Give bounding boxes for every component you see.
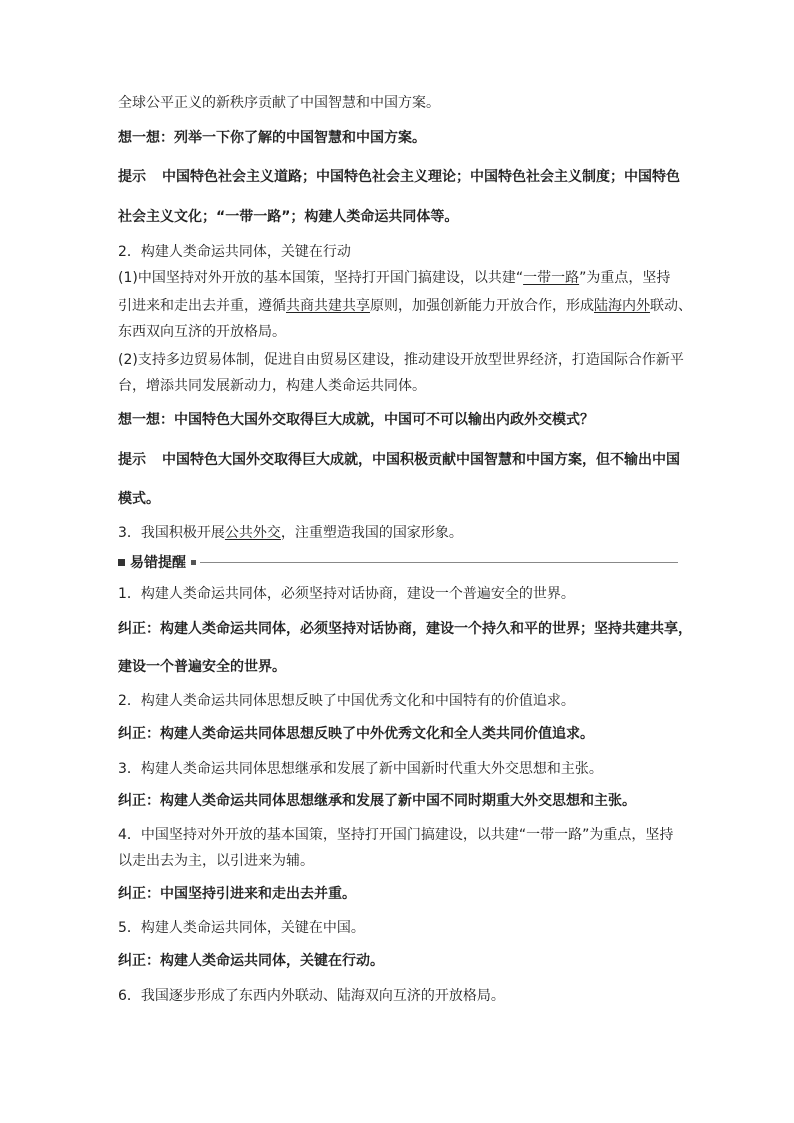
text-span: ”为重点，坚持 <box>579 270 671 286</box>
hint-line-2: 社会主义文化；“一带一路”；构建人类命运共同体等。 <box>118 209 459 225</box>
hint-line-4: 模式。 <box>118 491 160 507</box>
paragraph-line: (2)支持多边贸易体制，促进自由贸易区建设，推动建设开放型世界经济，打造国际合作新平 <box>118 352 684 368</box>
correction-5: 纠正：构建人类命运共同体，关键在行动。 <box>118 953 384 969</box>
think-question-1: 想一想：列举一下你了解的中国智慧和中国方案。 <box>118 130 426 146</box>
correction-1-cont: 建设一个普遍安全的世界。 <box>118 659 286 675</box>
paragraph-line: 台，增添共同发展新动力，构建人类命运共同体。 <box>118 378 426 394</box>
text-span: ，注重塑造我国的国家形象。 <box>280 525 463 541</box>
hint-label: 提示 <box>118 452 146 468</box>
point-heading-2: 2．构建人类命运共同体，关键在行动 <box>118 244 351 260</box>
section-title: 易错提醒 <box>130 555 186 571</box>
underlined-term: 公共外交 <box>224 525 281 541</box>
hint-text: 中国特色社会主义道路；中国特色社会主义理论；中国特色社会主义制度；中国特色 <box>162 169 680 185</box>
section-divider <box>200 562 678 563</box>
square-bullet-icon <box>118 559 125 566</box>
section-header-error-reminder <box>118 553 678 573</box>
hint-line-3 <box>118 450 680 470</box>
square-bullet-icon <box>191 560 196 565</box>
text-span: 引进来和走出去并重，遵循 <box>118 298 286 314</box>
paragraph-line: 东西双向互济的开放格局。 <box>118 324 286 340</box>
point-heading-3 <box>118 523 463 543</box>
error-item-4-cont: 以走出去为主，以引进来为辅。 <box>118 853 314 869</box>
paragraph-line: 全球公平正义的新秩序贡献了中国智慧和中国方案。 <box>118 95 440 111</box>
hint-label: 提示 <box>118 169 146 185</box>
correction-3: 纠正：构建人类命运共同体思想继承和发展了新中国不同时期重大外交思想和主张。 <box>118 793 636 809</box>
error-item-1: 1．构建人类命运共同体，必须坚持对话协商，建设一个普遍安全的世界。 <box>118 586 575 602</box>
correction-2: 纠正：构建人类命运共同体思想反映了中外优秀文化和全人类共同价值追求。 <box>118 726 594 742</box>
error-item-3: 3．构建人类命运共同体思想继承和发展了新中国新时代重大外交思想和主张。 <box>118 761 603 777</box>
correction-1: 纠正：构建人类命运共同体，必须坚持对话协商，建设一个持久和平的世界；坚持共建共享， <box>118 621 692 637</box>
think-question-2: 想一想：中国特色大国外交取得巨大成就，中国可不可以输出内政外交模式？ <box>118 412 594 428</box>
text-span: 3．我国积极开展 <box>118 525 225 541</box>
underlined-term: 共商共建共享 <box>286 298 370 314</box>
text-span: (1)中国坚持对外开放的基本国策，坚持打开国门搞建设，以共建“ <box>118 270 524 286</box>
paragraph-line <box>118 268 670 288</box>
paragraph-line <box>118 296 692 316</box>
hint-text: 中国特色大国外交取得巨大成就，中国积极贡献中国智慧和中国方案，但不输出中国 <box>162 452 680 468</box>
text-span: 联动、 <box>650 298 692 314</box>
error-item-4: 4．中国坚持对外开放的基本国策，坚持打开国门搞建设，以共建“一带一路”为重点，坚持 <box>118 827 674 843</box>
error-item-5: 5．构建人类命运共同体，关键在中国。 <box>118 920 365 936</box>
underlined-term: 一带一路 <box>523 270 580 286</box>
error-item-6: 6．我国逐步形成了东西内外联动、陆海双向互济的开放格局。 <box>118 988 505 1004</box>
error-item-2: 2．构建人类命运共同体思想反映了中国优秀文化和中国特有的价值追求。 <box>118 693 575 709</box>
hint-line-1 <box>118 167 680 187</box>
correction-4: 纠正：中国坚持引进来和走出去并重。 <box>118 886 356 902</box>
underlined-term: 陆海内外 <box>594 298 650 314</box>
text-span: 原则，加强创新能力开放合作，形成 <box>370 298 594 314</box>
